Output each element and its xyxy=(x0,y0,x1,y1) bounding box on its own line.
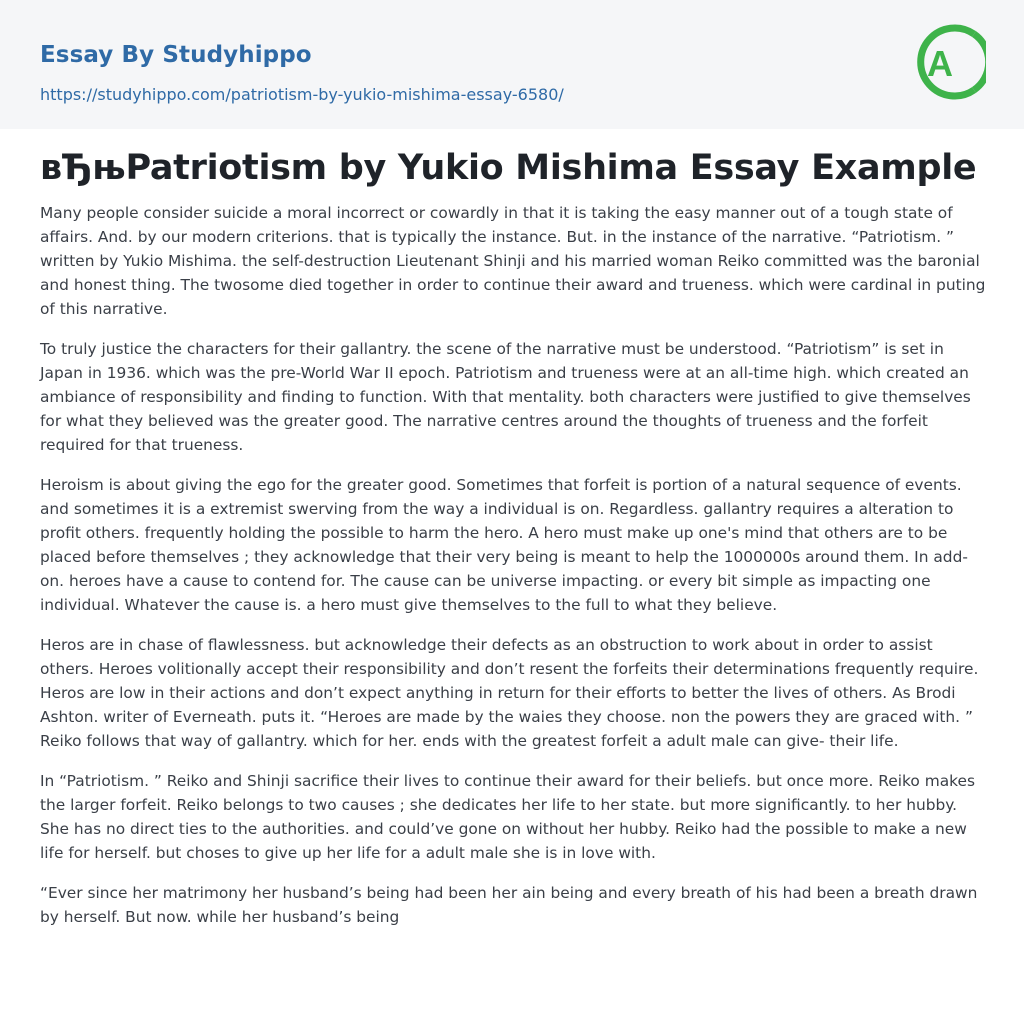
page-url-link[interactable]: https://studyhippo.com/patriotism-by-yukio-mishima-essay-6580/ xyxy=(40,85,564,104)
article-paragraph: Many people consider suicide a moral incorrect or cowardly in that it is taking the easy manner out of a tough state of affairs. And. by our modern criterions. that is typically the instance. But. in the instance of the narrative. “Patriotism. ” written by Yukio Mishima. the self-destruction Lieutenant Shinji and his married woman Reiko committed was the baronial and honest thing. The twosome died together in order to continue their award and trueness. which were cardinal in puting of this narrative. xyxy=(40,204,986,318)
logo-letter: A xyxy=(927,43,953,84)
article-body xyxy=(40,201,986,945)
site-brand[interactable]: Essay By Studyhippo xyxy=(40,42,312,68)
article-paragraph: In “Patriotism. ” Reiko and Shinji sacrifice their lives to continue their award for their beliefs. but once more. Reiko makes the larger forfeit. Reiko belongs to two causes ; she dedicates her life to her state. but more significantly. to her hubby. She has no direct ties to the authorities. and could’ve gone on without her hubby. Reiko had the possible to make a new life for herself. but choses to give up her life for a adult male she is in love with. xyxy=(40,772,975,862)
article-title: вЂњPatriotism by Yukio Mishima Essay Example xyxy=(40,148,977,188)
article-paragraph: To truly justice the characters for their gallantry. the scene of the narrative must be understood. “Patriotism” is set in Japan in 1936. which was the pre-World War II epoch. Patriotism and trueness were at an all-time high. which created an ambiance of responsibility and finding to function. With that mentality. both characters were justified to give themselves for what they believed was the greater good. The narrative centres around the thoughts of trueness and the forfeit required for that trueness. xyxy=(40,340,971,454)
article-paragraph: Heros are in chase of flawlessness. but acknowledge their defects as an obstruction to work about in order to assist others. Heroes volitionally accept their responsibility and don’t resent the forfeits their determinations frequently require. Heros are low in their actions and don’t expect anything in return for their efforts to better the lives of others. As Brodi Ashton. writer of Everneath. puts it. “Heroes are made by the waies they choose. non the powers they are graced with. ” Reiko follows that way of gallantry. which for her. ends with the greatest forfeit a adult male can give- their life. xyxy=(40,636,979,750)
article-paragraph: Heroism is about giving the ego for the greater good. Sometimes that forfeit is portion of a natural sequence of events. and sometimes it is a extremist swerving from the way a individual is on. Regardless. gallantry requires a alteration to profit others. frequently holding the possible to harm the hero. A hero must make up one's mind that others are to be placed before themselves ; they acknowledge that their very being is meant to help the 1000000s around them. In add-on. heroes have a cause to contend for. The cause can be universe impacting. or every bit simple as impacting one individual. Whatever the cause is. a hero must give themselves to the full to what they believe. xyxy=(40,476,968,614)
article-paragraph: “Ever since her matrimony her husband’s being had been her ain being and every breath of his had been a breath drawn by herself. But now. while her husband’s being xyxy=(40,884,978,926)
